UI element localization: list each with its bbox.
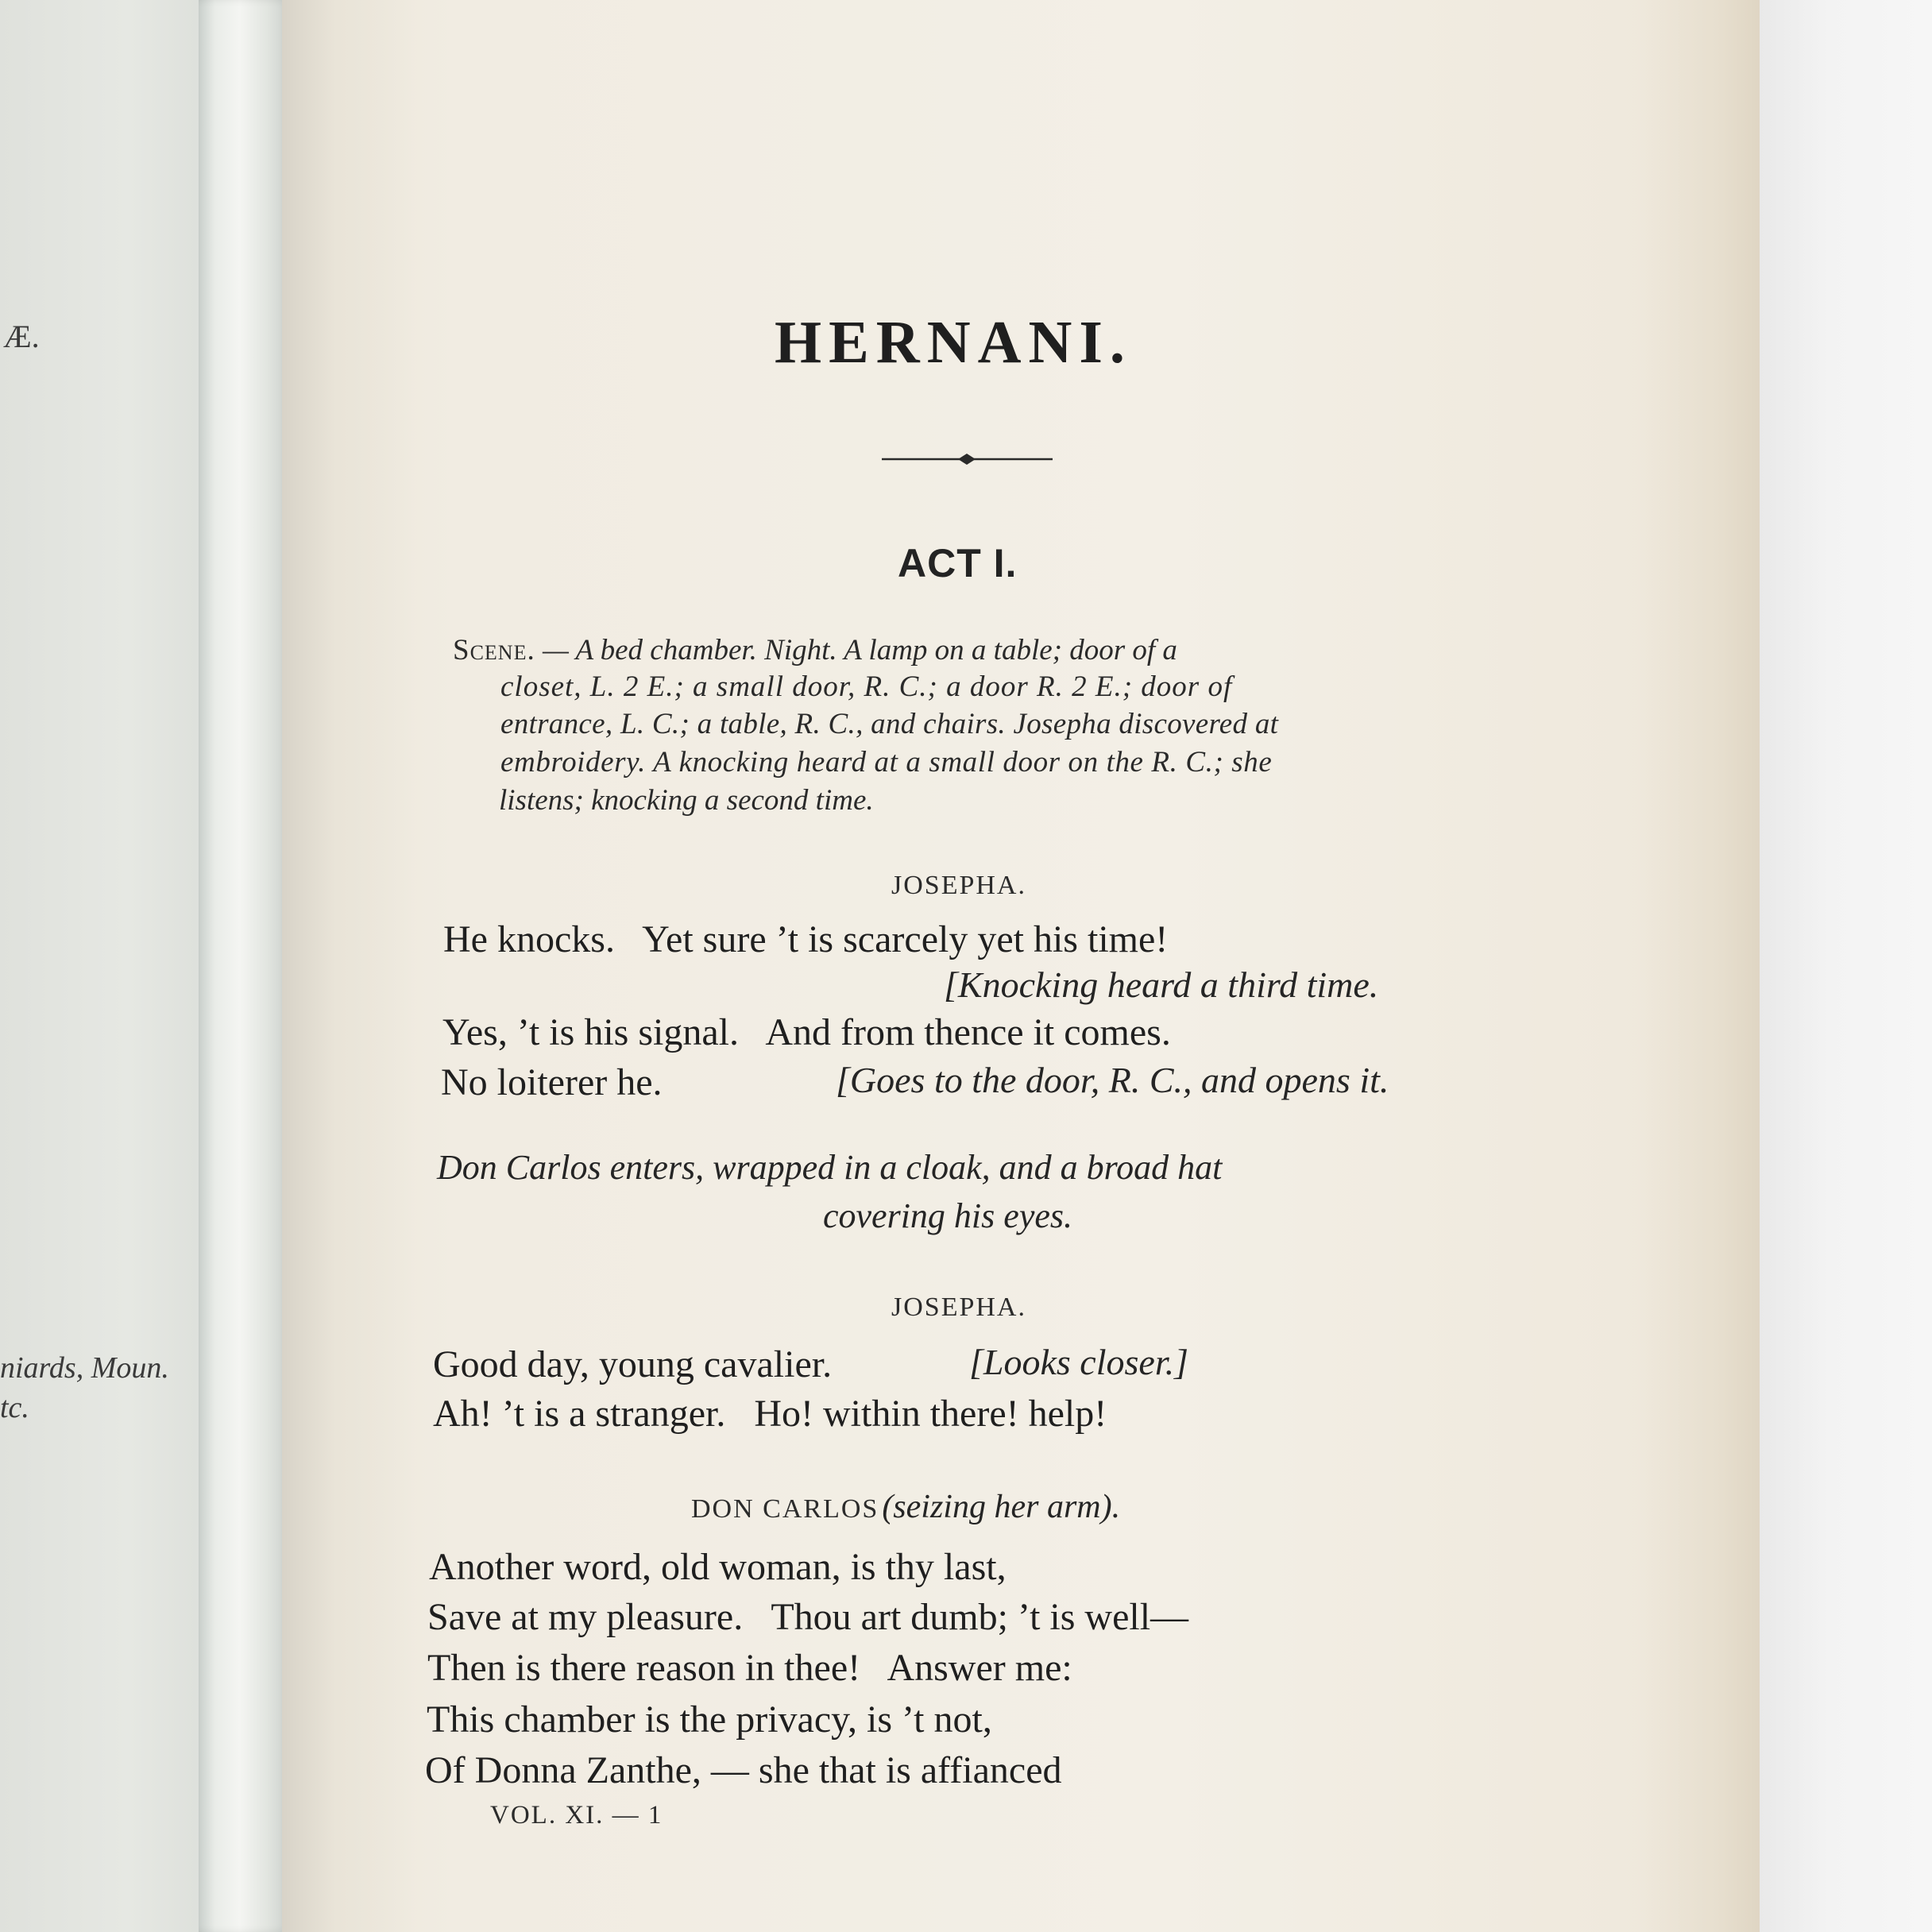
entrance-direction: covering his eyes. xyxy=(823,1196,1072,1235)
left-page xyxy=(0,0,214,1932)
verse-line: No loiterer he. xyxy=(441,1061,663,1103)
act-heading: ACT I. xyxy=(898,541,1018,585)
scene-line: embroidery. A knocking heard at a small door on the R. C.; she xyxy=(500,746,1273,779)
verse-line: Then is there reason in thee! Answer me: xyxy=(427,1647,1072,1689)
scene-text: — A bed chamber. Night. A lamp on a table; door of a xyxy=(542,634,1177,667)
stage-direction: [Knocking heard a third time. xyxy=(944,964,1379,1005)
verse-line: He knocks. Yet sure ’t is scarcely yet his time! xyxy=(443,918,1169,960)
speaker-line xyxy=(691,1488,1120,1526)
scene-line: closet, L. 2 E.; a small door, R. C.; a door R. 2 E.; door of xyxy=(500,670,1233,703)
page-edge xyxy=(1636,0,1772,1932)
page-title: HERNANI. xyxy=(775,309,1132,376)
verse-line: Ah! ’t is a stranger. Ho! within there! help! xyxy=(433,1393,1107,1435)
left-page-fragment: niards, Moun. xyxy=(0,1351,169,1385)
scene-label: Scene. xyxy=(453,634,535,667)
left-page-fragment: tc. xyxy=(0,1391,29,1424)
table-background xyxy=(1760,0,1932,1932)
cover-edge xyxy=(199,0,290,1932)
verse-line: Good day, young cavalier. xyxy=(433,1343,833,1385)
ornament-rule-icon xyxy=(882,450,1053,469)
speaker-name: JOSEPHA. xyxy=(891,871,1026,900)
verse-line: Yes, ’t is his signal. And from thence it comes. xyxy=(442,1011,1171,1053)
verse-line: Another word, old woman, is thy last, xyxy=(429,1546,1007,1588)
verse-line: Of Donna Zanthe, — she that is affianced xyxy=(425,1749,1062,1791)
gutter-shadow xyxy=(282,0,417,1932)
speaker-name: DON CARLOS xyxy=(691,1494,879,1524)
scene-line xyxy=(453,633,1177,667)
verse-line: Save at my pleasure. Thou art dumb; ’t is well— xyxy=(427,1596,1189,1638)
scene-line: listens; knocking a second time. xyxy=(499,784,874,817)
entrance-direction: Don Carlos enters, wrapped in a cloak, and a broad hat xyxy=(437,1148,1223,1187)
speaker-name: JOSEPHA. xyxy=(891,1293,1026,1322)
stage-direction: (seizing her arm). xyxy=(882,1489,1121,1525)
scene-line: entrance, L. C.; a table, R. C., and chairs. Josepha discovered at xyxy=(500,708,1279,740)
page-footer: VOL. XI. — 1 xyxy=(490,1801,663,1830)
stage-direction: [Goes to the door, R. C., and opens it. xyxy=(836,1060,1389,1100)
verse-line: This chamber is the privacy, is ’t not, xyxy=(427,1698,992,1741)
stage-direction: [Looks closer.] xyxy=(969,1342,1189,1382)
left-page-fragment: Æ. xyxy=(3,319,40,354)
